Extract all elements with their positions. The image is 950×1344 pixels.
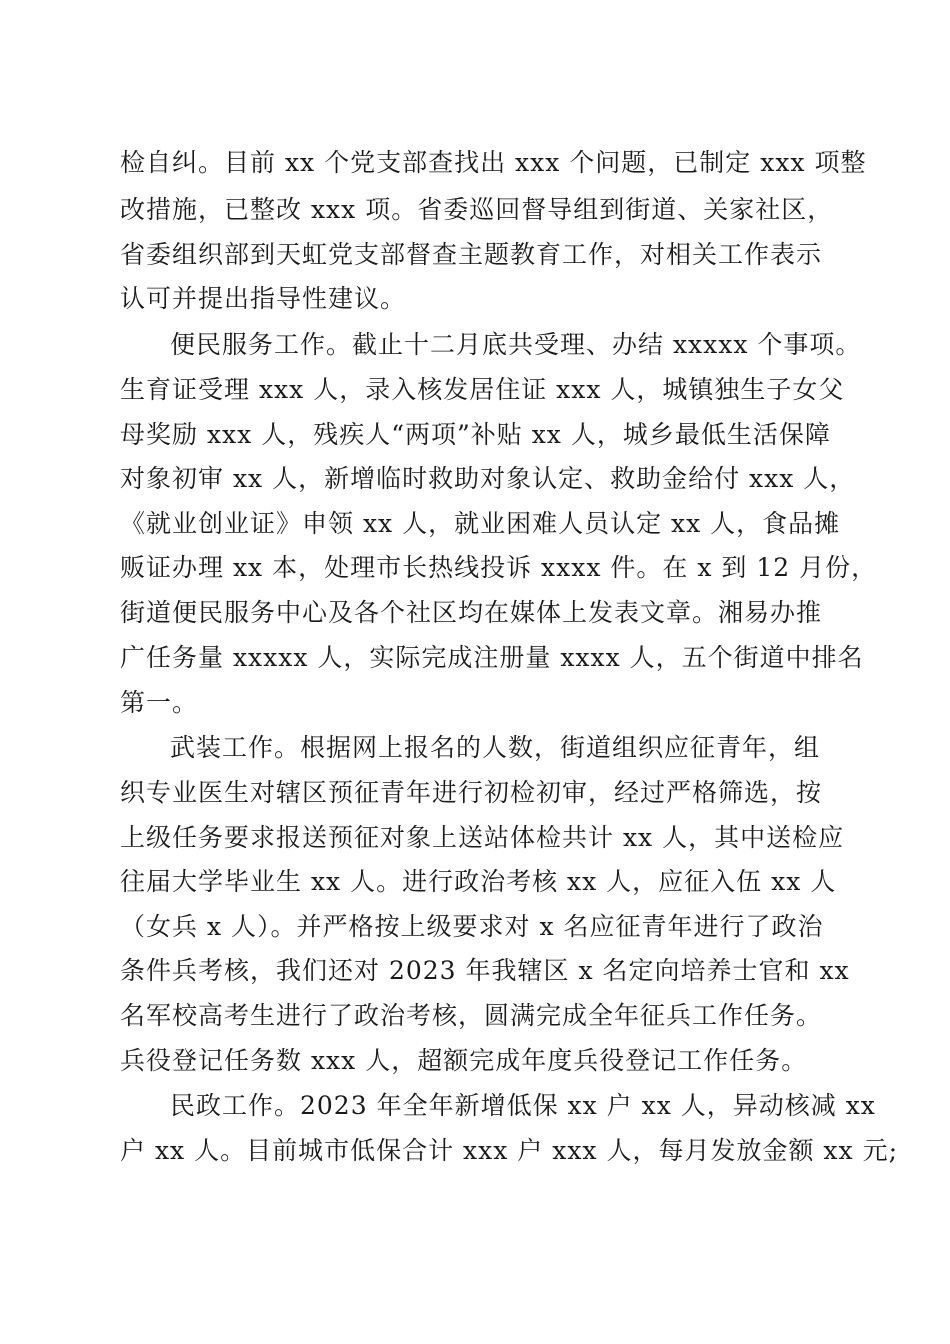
text-line: 户 xx 人。目前城市低保合计 xxx 户 xxx 人，每月发放金额 xx 元; (120, 1136, 898, 1165)
text-line: 上级任务要求报送预征对象上送站体检共计 xx 人，其中送检应 (120, 823, 845, 852)
text-line: 生育证受理 xxx 人，录入核发居住证 xxx 人，城镇独生子女父 (120, 375, 845, 404)
text-line: 条件兵考核，我们还对 2023 年我辖区 x 名定向培养士官和 xx (120, 956, 850, 985)
text-line: 省委组织部到天虹党支部督查主题教育工作，对相关工作表示 (120, 240, 823, 269)
text-line: 《就业创业证》申领 xx 人，就业困难人员认定 xx 人，食品摊 (120, 509, 841, 538)
text-line: 改措施，已整改 xxx 项。省委巡回督导组到街道、关家社区， (120, 195, 834, 224)
text-line: 第一。 (120, 688, 199, 717)
paragraph-heading-line: 民政工作。2023 年全年新增低保 xx 户 xx 人，异动核减 xx (170, 1091, 876, 1120)
text-line: 兵役登记任务数 xxx 人，超额完成年度兵役登记工作任务。 (120, 1046, 808, 1075)
text-line: 广任务量 xxxxx 人，实际完成注册量 xxxx 人，五个街道中排名 (120, 643, 864, 672)
paragraph-heading-line: 便民服务工作。截止十二月底共受理、办结 xxxxx 个事项。 (170, 330, 862, 359)
text-line: 母奖励 xxx 人，残疾人“两项”补贴 xx 人，城乡最低生活保障 (120, 420, 831, 449)
text-line: 检自纠。目前 xx 个党支部查找出 xxx 个问题，已制定 xxx 项整 (120, 148, 867, 177)
text-line: 织专业医生对辖区预征青年进行初检初审，经过严格筛选，按 (120, 778, 823, 807)
text-line: 贩证办理 xx 本，处理市长热线投诉 xxxx 件。在 x 到 12 月份， (120, 553, 878, 582)
text-line: 对象初审 xx 人，新增临时救助对象认定、救助金给付 xxx 人， (120, 464, 856, 493)
text-line: 名军校高考生进行了政治考核，圆满完成全年征兵工作任务。 (120, 1001, 823, 1030)
text-line: （女兵 x 人）。并严格按上级要求对 x 名应征青年进行了政治 (120, 912, 824, 941)
paragraph-heading-line: 武装工作。根据网上报名的人数，街道组织应征青年，组 (170, 733, 821, 762)
text-line: 街道便民服务中心及各个社区均在媒体上发表文章。湘易办推 (120, 598, 823, 627)
text-line: 认可并提出指导性建议。 (120, 284, 407, 313)
text-line: 往届大学毕业生 xx 人。进行政治考核 xx 人，应征入伍 xx 人 (120, 867, 837, 896)
